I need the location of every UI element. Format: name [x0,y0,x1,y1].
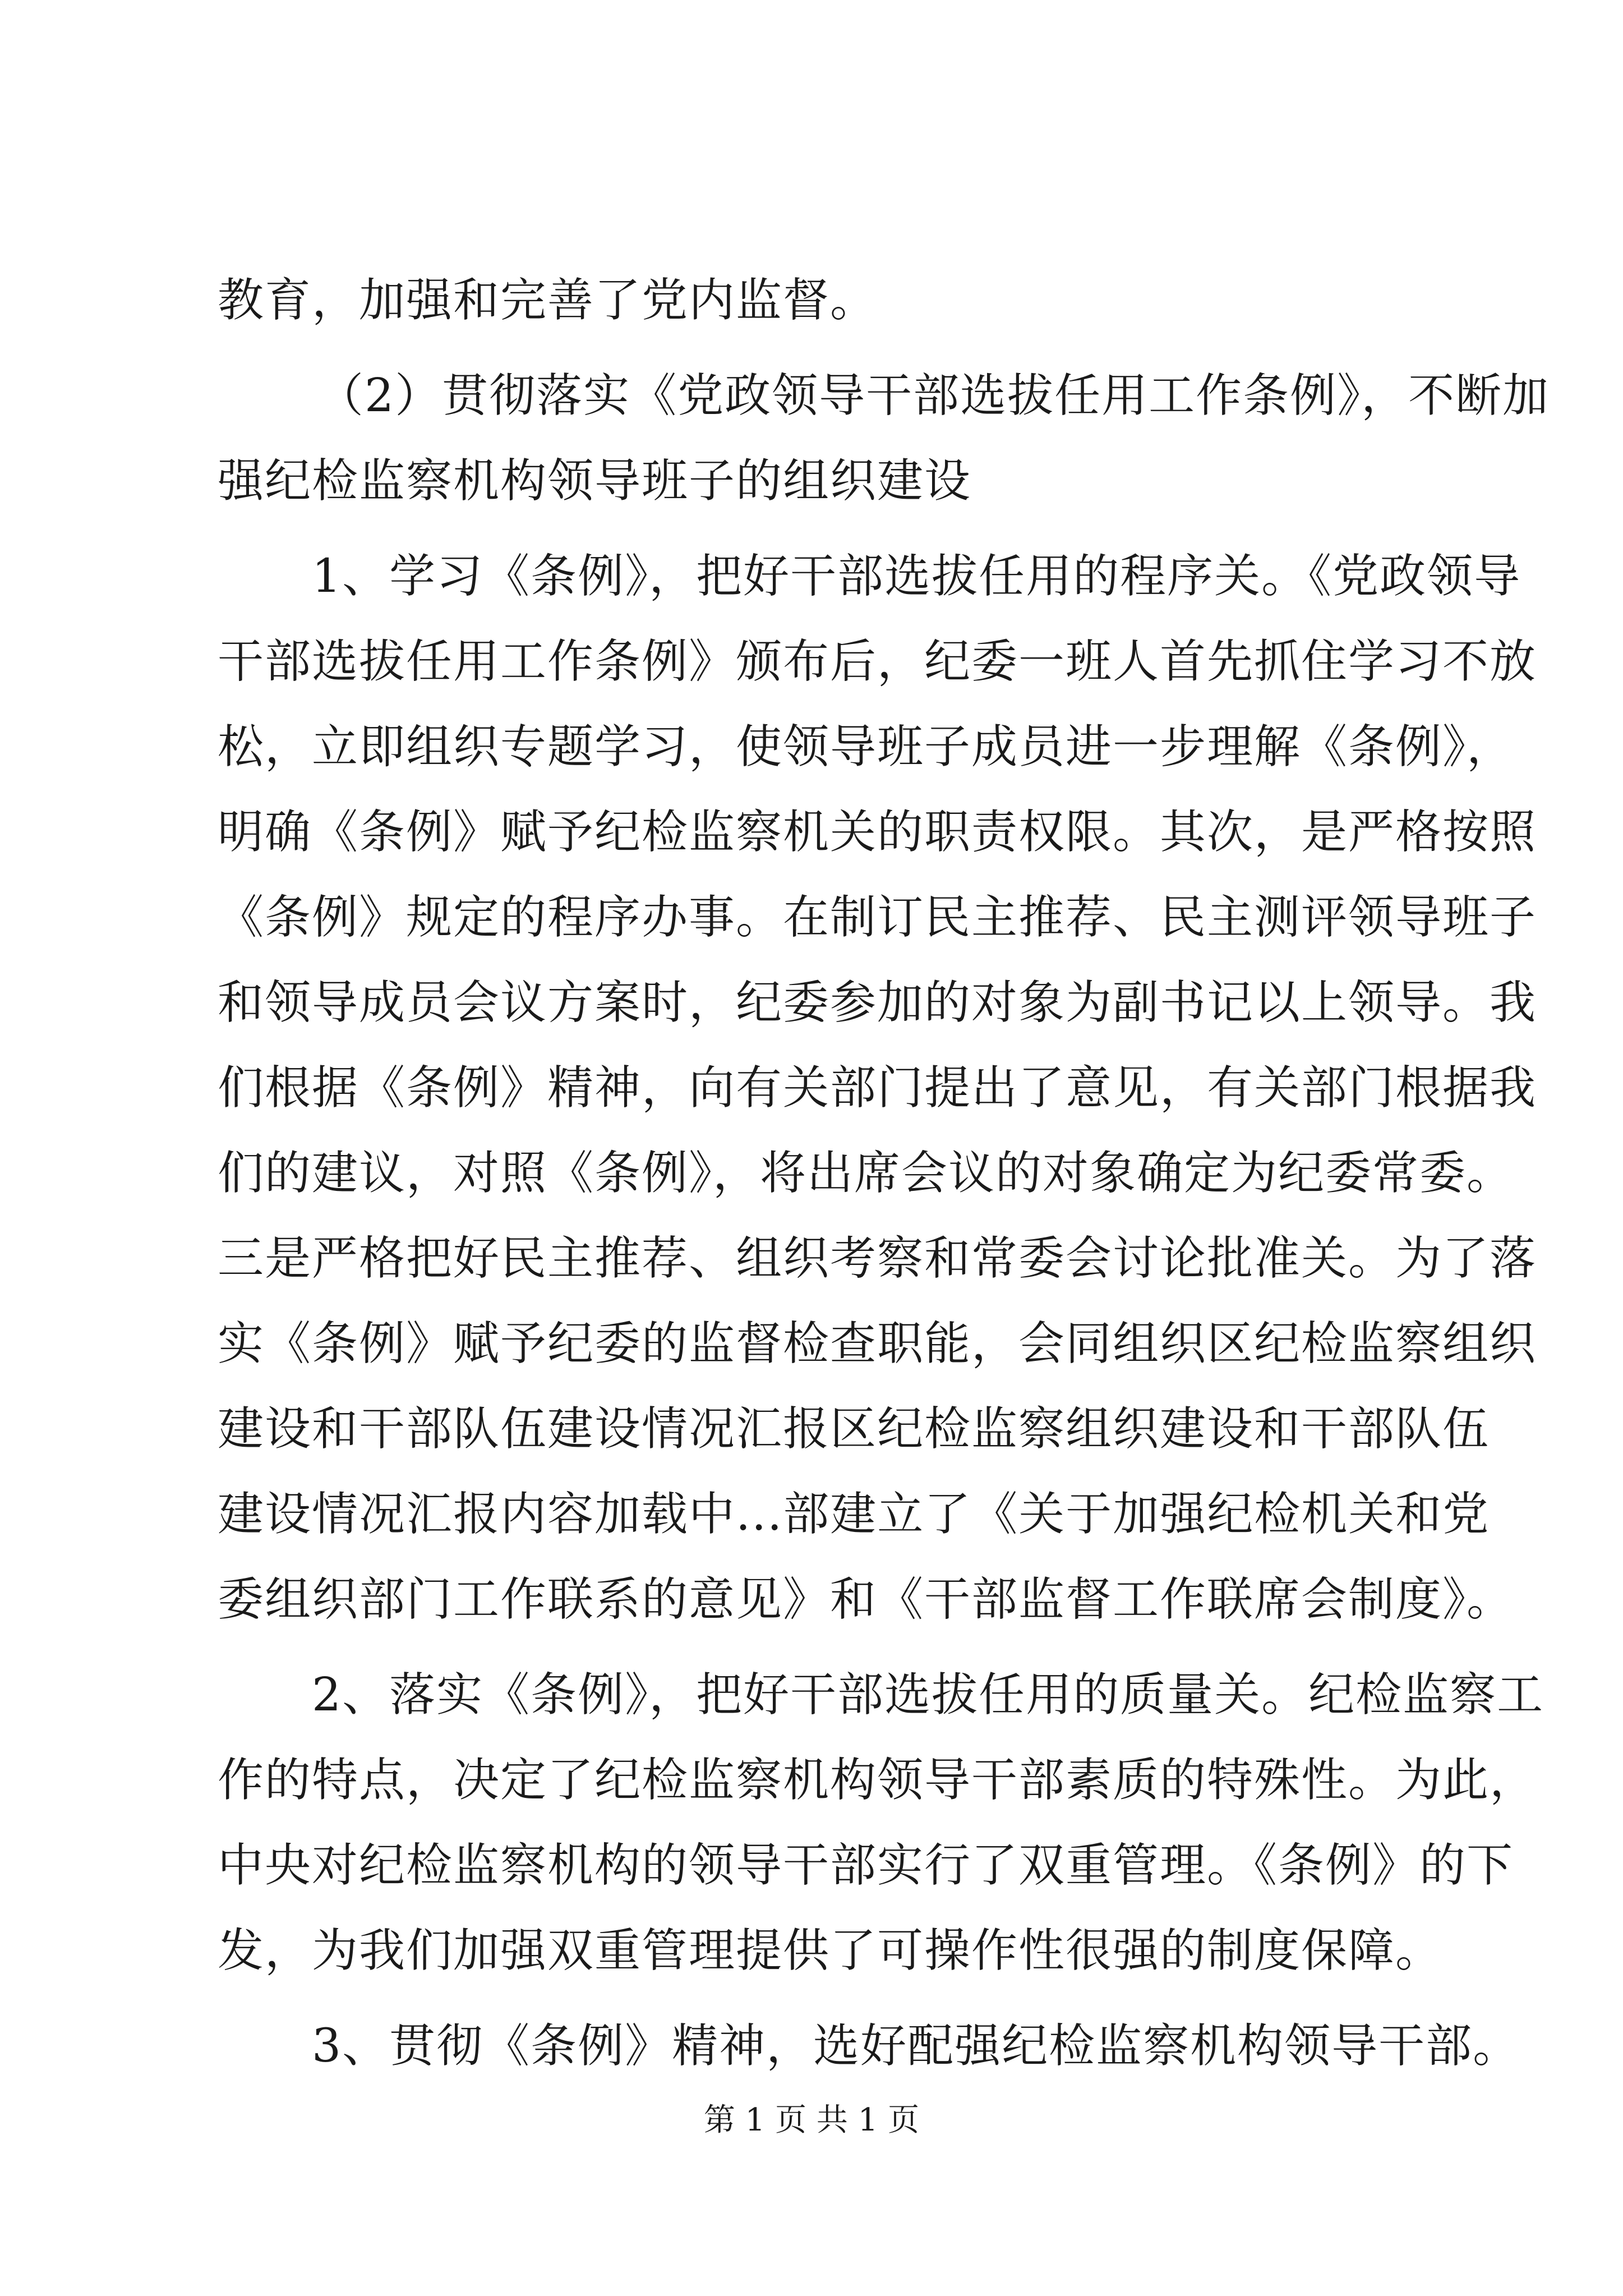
text-line: 1、学习《条例》，把好干部选拔任用的程序关。《党政领导 [312,550,1521,603]
text-line: 3、贯彻《条例》精神，选好配强纪检监察机构领导干部。 [312,2019,1520,2073]
text-line: 建设和干部队伍建设情况汇报区纪检监察组织建设和干部队伍 [218,1402,1490,1456]
text-line: 和领导成员会议方案时，纪委参加的对象为副书记以上领导。我 [218,976,1537,1029]
text-line: 松，立即组织专题学习，使领导班子成员进一步理解《条例》， [218,720,1514,774]
text-line: 干部选拔任用工作条例》颁布后，纪委一班人首先抓住学习不放 [218,635,1537,688]
text-line: 2、落实《条例》，把好干部选拔任用的质量关。纪检监察工 [312,1668,1544,1722]
text-line: 委组织部门工作联系的意见》和《干部监督工作联席会制度》。 [218,1573,1514,1626]
section-heading-line: （2）贯彻落实《党政领导干部选拔任用工作条例》，不断加 [317,369,1550,422]
text-line: 三是严格把好民主推荐、组织考察和常委会讨论批准关。为了落 [218,1232,1537,1285]
text-line: 教育，加强和完善了党内监督。 [218,274,878,327]
text-line: 明确《条例》赋予纪检监察机关的职责权限。其次，是严格按照 [218,806,1537,859]
text-line: 发，为我们加强双重管理提供了可操作性很强的制度保障。 [218,1924,1443,1977]
text-line: 作的特点，决定了纪检监察机构领导干部素质的特殊性。为此， [218,1754,1537,1807]
document-body [218,258,1550,2089]
text-line: 《条例》规定的程序办事。在制订民主推荐、民主测评领导班子 [218,891,1537,944]
text-line: 们根据《条例》精神，向有关部门提出了意见，有关部门根据我 [218,1061,1537,1115]
section-heading-line: 强纪检监察机构领导班子的组织建设 [218,454,972,508]
text-line: 中央对纪检监察机构的领导干部实行了双重管理。《条例》的下 [218,1839,1514,1892]
text-line: 们的建议，对照《条例》，将出席会议的对象确定为纪委常委。 [218,1147,1514,1200]
page-number-footer: 第 1 页 共 1 页 [703,2102,920,2138]
text-line: 建设情况汇报内容加载中...部建立了《关于加强纪检机关和党 [218,1488,1490,1541]
text-line: 实《条例》赋予纪委的监督检查职能，会同组织区纪检监察组织 [218,1317,1537,1370]
